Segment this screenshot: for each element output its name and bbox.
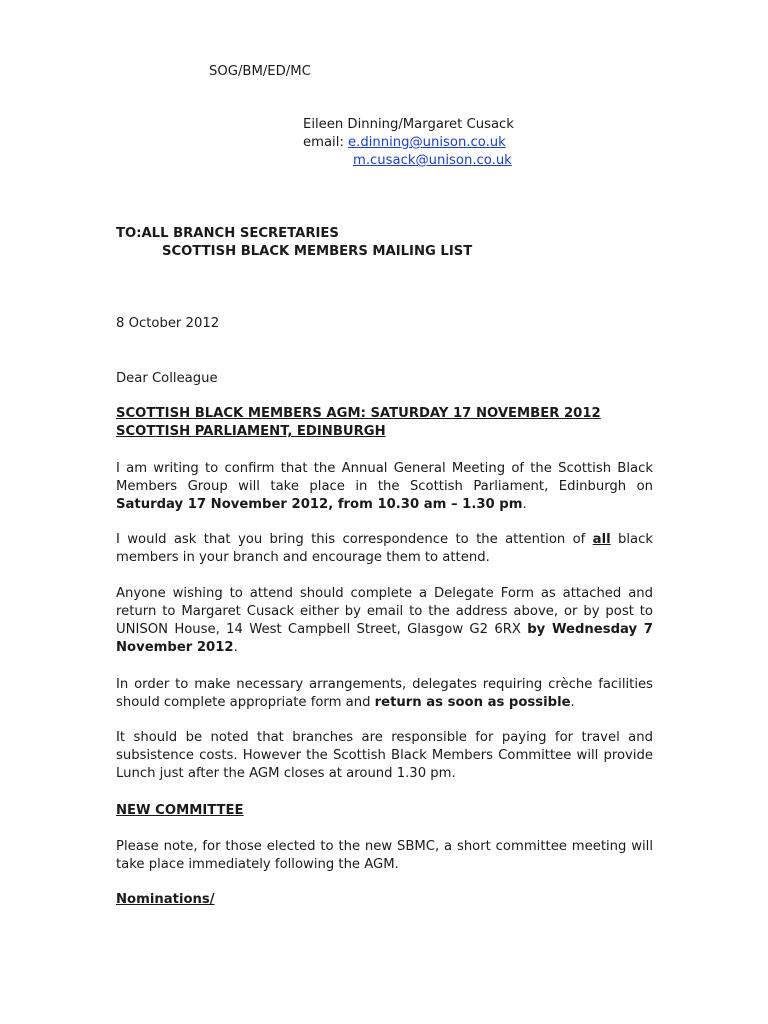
paragraph-attention: I would ask that you bring this correspondence to the attention of all black members in your branch and encourage them to attend. [116, 532, 653, 565]
addressee-line-1: TO:ALL BRANCH SECRETARIES [116, 226, 339, 241]
paragraph-creche: In order to make necessary arrangements, delegates requiring crèche facilities should complete appropriate form and return as soon as possible. [116, 677, 653, 710]
reference-code: SOG/BM/ED/MC [209, 64, 311, 79]
letter-date: 8 October 2012 [116, 316, 220, 331]
deadline-date: by Wednesday 7 November 2012 [116, 622, 653, 655]
email-label: email: [303, 135, 344, 150]
paragraph-delegate-form: Anyone wishing to attend should complete a Delegate Form as attached and return to Margaret Cusack either by email to the address above, or by post to UNISON House, 14 West Campbell Street, Glasgow G2 6RX by Wednesday 7 November 2012. [116, 586, 653, 655]
emphasis-all: all [592, 532, 611, 547]
heading-line-1: SCOTTISH BLACK MEMBERS AGM: SATURDAY 17 NOVEMBER 2012 [116, 406, 601, 421]
salutation: Dear Colleague [116, 371, 218, 386]
email-link-cusack[interactable]: m.cusack@unison.co.uk [353, 153, 512, 168]
agm-date-time: Saturday 17 November 2012, from 10.30 am – 1.30 pm [116, 497, 523, 512]
nominations-heading: Nominations/ [116, 892, 215, 907]
new-committee-heading: NEW COMMITTEE [116, 803, 244, 818]
contact-names: Eileen Dinning/Margaret Cusack [303, 117, 514, 132]
paragraph-committee-meeting: Please note, for those elected to the new SBMC, a short committee meeting will take place immediately following the AGM. [116, 839, 653, 872]
paragraph-costs: It should be noted that branches are responsible for paying for travel and subsistence costs. However the Scottish Black Members Committee will provide Lunch just after the AGM closes at around 1.30 pm. [116, 730, 653, 781]
addressee-line-2: SCOTTISH BLACK MEMBERS MAILING LIST [162, 244, 473, 259]
contact-email-line-2 [353, 152, 512, 170]
return-asap: return as soon as possible [374, 695, 571, 710]
heading-line-2: SCOTTISH PARLIAMENT, EDINBURGH [116, 424, 386, 439]
email-link-dinning[interactable]: e.dinning@unison.co.uk [348, 135, 506, 150]
contact-email-line [303, 134, 506, 152]
paragraph-agm-confirmation: I am writing to confirm that the Annual General Meeting of the Scottish Black Members Group will take place in the Scottish Parliament, Edinburgh on Saturday 17 November 2012, from 10.30 am – 1.30 pm. [116, 461, 653, 512]
